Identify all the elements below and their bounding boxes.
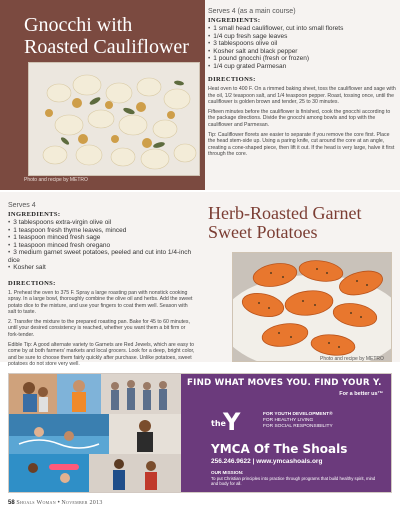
ad-photo (101, 374, 181, 414)
ingredients-list (8, 219, 196, 272)
ad-subhead: For a better us™ (339, 391, 383, 397)
directions-heading: DIRECTIONS: (208, 76, 256, 83)
list-item: • Kosher salt and black pepper (208, 48, 398, 56)
list-item: • 1 teaspoon fresh thyme leaves, minced (8, 227, 196, 235)
ymca-logo-icon (211, 404, 243, 436)
title-line-1: Herb-Roasted Garnet (208, 203, 362, 223)
directions-paragraph: Edible Tip: A good alternate variety to Garnets are Red Jewels, which are easy to come by at both farmers' markets and local grocers. Look for a deep, bright color, and be sure to choose them fairly quickly after purchase. Unlike potatoes, sweet potatoes do not store very well. (8, 341, 195, 368)
recipe-sweet-potato-title (208, 204, 398, 242)
title-line-1: Gnocchi with (24, 14, 133, 36)
list-item: • 3 tablespoons olive oil (208, 40, 398, 48)
logo-y-text: Y (223, 408, 241, 436)
recipe-gnocchi-section (0, 0, 400, 190)
directions-paragraph: Tip: Cauliflower florets are easier to separate if you remove the core first. Place the head stem-side up. Using a paring knife, cut around the core at an angle, creating a cone-shaped piece, then lift it out. If the head is very large, halve it first through the core. (208, 131, 395, 158)
list-item: • 1/4 cup fresh sage leaves (208, 33, 398, 41)
directions-paragraph: Fifteen minutes before the cauliflower is finished, cook the gnocchi according to the package directions. Divide the gnocchi among bowls and top with the cauliflower and Parmesan. (208, 108, 391, 128)
ad-photo (9, 414, 109, 454)
ad-list-item: FOR HEALTHY LIVING (263, 418, 314, 424)
directions-paragraph: 2. Transfer the mixture to the prepared roasting pan. Bake for 45 to 60 minutes, until your desired consistency is reached, whether you want them a bit firm or fork-tender. (8, 318, 190, 339)
photo-credit: Photo and recipe by METRO (320, 356, 384, 362)
ad-mission-text: To put Christian principles into practice through programs that build healthy spirit, mind and body for all. (211, 476, 376, 487)
ad-photo-collage (9, 374, 181, 492)
ad-photo (9, 374, 57, 414)
ad-contact[interactable]: 256.246.9622 | www.ymcashoals.org (211, 458, 323, 465)
servings-text: Serves 4 (as a main course) (208, 8, 296, 15)
gnocchi-photo (28, 62, 200, 176)
title-line-2: Roasted Cauliflower (24, 36, 189, 58)
publication-name: Shoals Woman (16, 500, 56, 506)
ad-list-item: FOR SOCIAL RESPONSIBILITY (263, 424, 333, 430)
directions-paragraph: 1. Preheat the oven to 375 F. Spray a large roasting pan with nonstick cooking spray. In a large bowl, thoroughly combine the olive oil and herbs. Add the sweet potato dice to the mixture, and use your fingers to coat them well. Season with salt to taste. (8, 289, 193, 316)
ad-photo (109, 414, 181, 454)
recipe-sweet-potato-section (0, 192, 400, 368)
list-item: • Kosher salt (8, 264, 196, 272)
list-item: • 1 teaspoon minced fresh sage (8, 234, 196, 242)
list-item: • 3 medium garnet sweet potatoes, peeled and cut into 1/4-inch dice (8, 249, 196, 264)
ad-photo (9, 454, 89, 492)
ad-list-item: FOR YOUTH DEVELOPMENT® (263, 412, 333, 417)
ad-photo (89, 454, 181, 492)
list-item: • 1 pound gnocchi (fresh or frozen) (208, 55, 398, 63)
photo-credit: Photo and recipe by METRO (24, 177, 88, 183)
directions-paragraph: Heat oven to 400 F. On a rimmed baking sheet, toss the cauliflower and sage with the oil, 1/2 teaspoon salt, and 1/4 teaspoon pepper. Roast, tossing once, until the cauliflower is golden brown and tender, 25 to 30 minutes. (208, 86, 396, 106)
issue-date: November 2013 (61, 500, 103, 506)
recipe-gnocchi-title-panel (0, 0, 205, 190)
ad-mission-heading: OUR MISSION: (211, 470, 244, 475)
list-item: • 3 tablespoons extra-virgin olive oil (8, 219, 196, 227)
ad-organization-name: YMCA Of The Shoals (211, 442, 348, 456)
logo-the-text: the (211, 419, 226, 428)
footer-separator: • (57, 500, 60, 506)
page-footer (8, 500, 103, 506)
ingredients-list (208, 25, 398, 70)
ad-photo (57, 374, 101, 414)
page-number: 58 (8, 500, 15, 506)
list-item: • 1/4 cup grated Parmesan (208, 63, 398, 71)
directions-heading: DIRECTIONS: (8, 279, 56, 287)
sweet-potato-photo (232, 252, 392, 362)
ingredients-heading: INGREDIENTS: (208, 17, 261, 24)
recipe-sweet-potato-text (8, 202, 196, 368)
list-item: • 1 teaspoon minced fresh oregano (8, 242, 196, 250)
list-item: • 1 small head cauliflower, cut into small florets (208, 25, 398, 33)
ymca-advertisement[interactable] (8, 373, 392, 493)
ad-list (263, 412, 383, 431)
recipe-gnocchi-title (24, 14, 204, 58)
ad-headline: FIND WHAT MOVES YOU. FIND YOUR Y. (187, 378, 382, 388)
ingredients-heading: INGREDIENTS: (8, 211, 61, 218)
recipe-gnocchi-text (205, 0, 400, 190)
ad-text-panel (181, 374, 391, 492)
servings-text: Serves 4 (8, 202, 36, 209)
title-line-2: Sweet Potatoes (208, 222, 318, 242)
